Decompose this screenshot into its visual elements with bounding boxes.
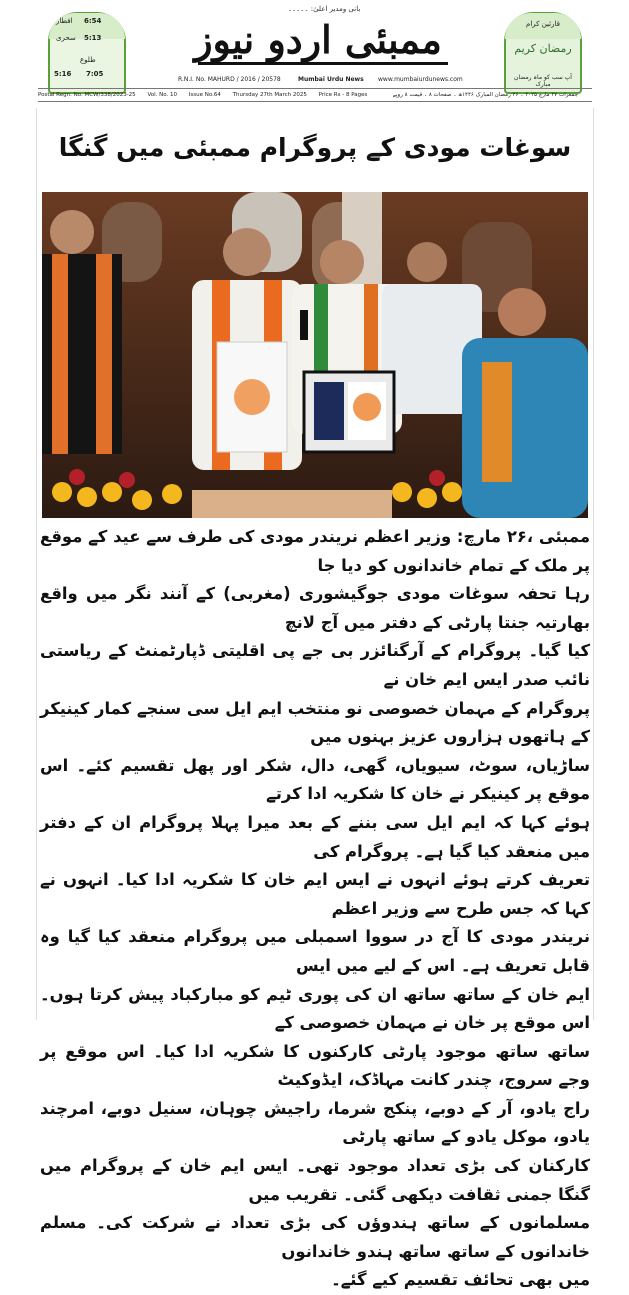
postal-reg: Postal Regn. No. MCW/338/2023-25 xyxy=(38,92,136,98)
logo-underline xyxy=(198,62,448,65)
english-name: Mumbai Urdu News xyxy=(298,76,364,83)
masthead xyxy=(38,4,592,100)
prayer-time-3: 5:16 xyxy=(54,70,72,78)
article-line: رہا تحفہ سوغات مودی جوگیشوری (مغربی) کے آنند نگر میں واقع بھارتیہ جنتا پارٹی کے دفتر میں آج لانچ xyxy=(40,584,590,632)
article-line: ہوئے کہا کہ ایم ایل سی بننے کے بعد میرا پہلا پروگرام ان کے دفتر میں منعقد کیا گیا ہے۔ پروگرام کی xyxy=(40,812,590,861)
article-line: راج یادو، آر کے دوبے، پنکج شرما، راجیش چوہان، سنیل دوبے، امرچند یادو، موکل یادو کے ساتھ پارٹی xyxy=(40,1098,590,1147)
article-line: ممبئی ،۲۶ مارچ: وزیر اعظم نریندر مودی کی طرف سے عید کے موقع پر ملک کے تمام خاندانوں کو دیا جا xyxy=(40,527,590,575)
prayer-label-1: افطار xyxy=(56,17,73,25)
issue-date: Thursday 27th March 2025 xyxy=(232,92,307,98)
issue-info-strip xyxy=(38,88,592,102)
rni-number: R.N.I. No. MAHURD / 2016 / 20578 xyxy=(178,76,281,83)
greeting-caption: رمضان کریم xyxy=(514,42,572,55)
prayer-times-box xyxy=(48,12,126,94)
prayer-time-2: 5:13 xyxy=(84,34,102,42)
newspaper-logo: ممبئی اردو نیوز xyxy=(194,17,442,62)
article-line: ساتھ ساتھ موجود پارٹی کارکنوں کا شکریہ ادا کیا۔ اس موقع پر وجے سروج، چندر کانت مہاڈک، ایڈوکیٹ xyxy=(40,1041,590,1090)
article-headline: سوغات مودی کے پروگرام ممبئی میں گنگا xyxy=(58,133,572,162)
article-line: کیا گیا۔ پروگرام کے آرگنائزر بی جے پی اقلیتی ڈپارٹمنٹ کے ریاستی نائب صدر ایس ایم خان نے xyxy=(40,641,590,689)
volume: Vol. No. 10 xyxy=(147,92,178,98)
article-line: ایم خان کے ساتھ ساتھ ان کی پوری ٹیم کو مبارکباد پیش کرتا ہوں۔ اس موقع پر خان نے مہمان خصوصی کے xyxy=(40,984,590,1033)
article-line: نریندر مودی کا آج در سووا اسمبلی میں پروگرام منعقد کیا گیا وہ قابل تعریف ہے۔ اس کے لیے میں ایس xyxy=(40,927,590,975)
event-photo-illustration xyxy=(42,192,588,518)
event-photo xyxy=(42,192,588,518)
prayer-time-1: 6:54 xyxy=(84,17,102,25)
article-line: پروگرام کے مہمان خصوصی نو منتخب ایم ایل سی سنجے کمار کینیکر کے ہاتھوں ہزاروں عزیز بہنوں میں xyxy=(40,698,590,747)
greeting-subcaption: آپ سب کو ماہ رمضان مبارک xyxy=(514,74,572,88)
clip-border-right xyxy=(593,108,594,1020)
article-body xyxy=(40,523,590,1295)
issue-number: Issue No.64 xyxy=(188,92,221,98)
article-line: کارکنان کی بڑی تعداد موجود تھی۔ ایس ایم خان کے پروگرام میں گنگا جمنی ثقافت دیکھی گئی۔ تقریب میں xyxy=(40,1156,590,1204)
masthead-tagline: بانی ومدیر اعلیٰ: ۔۔۔۔۔ xyxy=(288,5,361,13)
prayer-time-4: 7:05 xyxy=(86,70,104,78)
article-line: تعریف کرتے ہوئے انہوں نے ایس ایم خان کا شکریہ ادا کیا۔ انہوں نے کہا کہ جس طرح سے وزیر اعظم xyxy=(40,870,590,918)
issue-price: Price Rs - 8 Pages xyxy=(318,92,368,98)
article-line: مسلمانوں کے ساتھ ہندوؤں کی بڑی تعداد نے شرکت کی۔ مسلم خاندانوں کے ساتھ ساتھ ہندو خاندانوں xyxy=(40,1213,590,1261)
website: www.mumbaiurdunews.com xyxy=(378,76,463,83)
prayer-label-3: طلوع xyxy=(80,56,96,64)
greeting-top-label: قارئین کرام xyxy=(526,20,560,28)
prayer-label-2: سحری xyxy=(56,34,76,42)
ramadan-greeting-box xyxy=(504,12,582,94)
clip-border-left xyxy=(36,108,37,1020)
article-line: میں بھی تحائف تقسیم کیے گئے۔ xyxy=(331,1270,590,1290)
urdu-issue-info: جمعرات ۲۷ مارچ ۲۰۲۵ ۔ ۲۶ رمضان المبارک ۱۴۴۶ھ ۔ صفحات ۸ ۔ قیمت ۸ روپے xyxy=(392,92,578,98)
article-line: ساڑیاں، سوٹ، سیویاں، گھی، دال، شکر اور پھل تقسیم کئے۔ اس موقع پر کینیکر نے خان کا شکریہ ادا کرتے xyxy=(40,755,590,804)
